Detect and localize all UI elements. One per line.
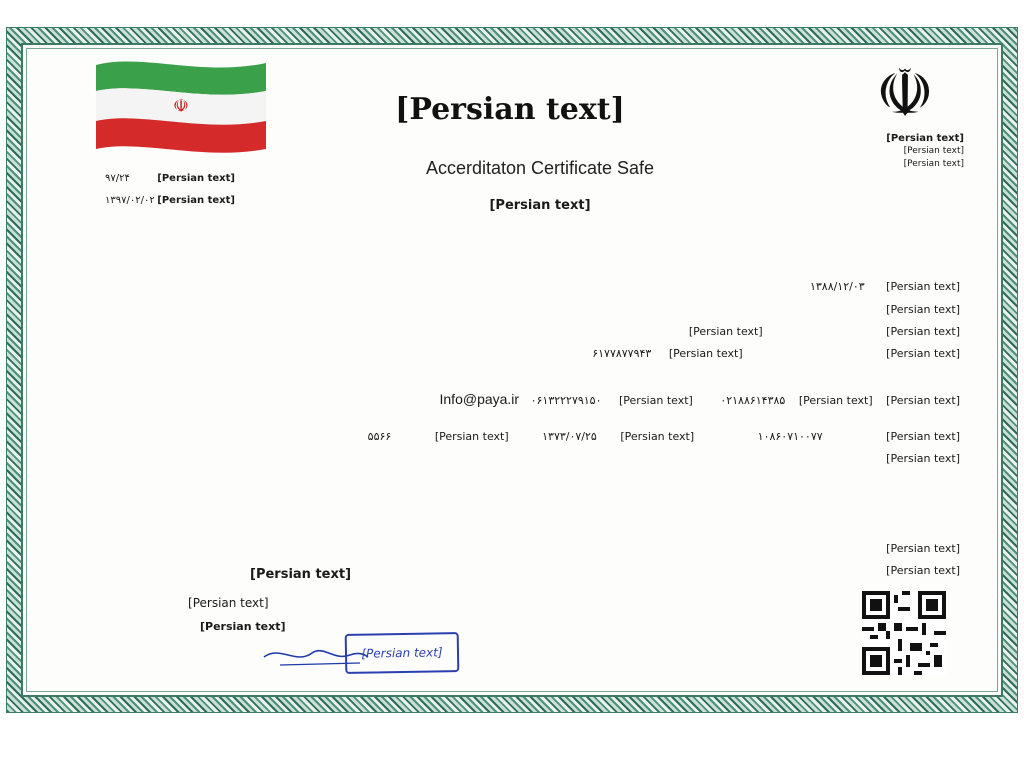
body-line-1 (810, 280, 960, 293)
phone-label: [Persian text] (886, 394, 960, 407)
postal-code-label: [Persian text] (668, 347, 743, 360)
address-text: [Persian text] (886, 347, 960, 360)
ministry-line-3: [Persian text] (903, 159, 964, 169)
fax-value: ۰۲۱۸۸۶۱۴۳۸۵ (720, 394, 786, 407)
reg-number-value: ۵۵۶۶ (367, 430, 392, 443)
body-line-1-text: [Persian text] (886, 280, 960, 293)
signer-province: [Persian text] (188, 596, 269, 610)
reg-date-value: ۱۳۷۳/۰۷/۲۵ (542, 430, 597, 443)
validity-line: [Persian text] (886, 564, 960, 577)
company-id-value: ۱۰۸۶۰۷۱۰۰۷۷ (757, 430, 823, 443)
signer-name: [Persian text] (250, 567, 352, 582)
registration-number-label: [Persian text] (157, 173, 235, 184)
certificate-title-en: Accerditaton Certificate Safe (425, 158, 655, 178)
registration-line (368, 430, 960, 443)
manager-text: [Persian text] (886, 325, 960, 338)
qr-code-icon (862, 591, 946, 675)
official-stamp: [Persian text] (345, 632, 460, 674)
phone-value: ۰۶۱۳۲۲۲۷۹۱۵۰ (530, 394, 602, 407)
approval-date: ۱۳۸۸/۱۲/۰۳ (809, 280, 865, 293)
postal-code-value: ۶۱۷۷۸۷۷۹۴۳ (592, 347, 652, 360)
registration-block (105, 168, 235, 212)
national-id-label: [Persian text] (688, 325, 763, 338)
signer-title: [Persian text] (200, 620, 286, 633)
contact-line (440, 391, 961, 407)
svg-text:☫: ☫ (875, 55, 935, 132)
body-line-4 (592, 347, 960, 360)
committee-line: [Persian text] (886, 542, 960, 555)
iran-emblem-icon (865, 52, 945, 132)
email-value: Info@paya.ir (439, 391, 520, 407)
registration-number-value: ۹۷/۲۴ (105, 173, 130, 184)
ministry-line-1: [Persian text] (886, 133, 964, 144)
ministry-header (704, 132, 964, 171)
issue-date-value: ۱۳۹۷/۰۲/۰۲ (105, 195, 155, 206)
activity-line: [Persian text] (886, 452, 960, 465)
reg-number-label: [Persian text] (886, 430, 960, 443)
issue-date-label: [Persian text] (157, 195, 235, 206)
fax-label: [Persian text] (619, 394, 693, 407)
certificate-title-fa: [Persian text] (395, 92, 625, 127)
email-label: [Persian text] (798, 394, 873, 407)
ministry-line-2: [Persian text] (903, 146, 964, 156)
certificate-subtitle: [Persian text] (489, 198, 591, 213)
body-line-2: [Persian text] (886, 303, 960, 316)
iran-flag-image (92, 55, 270, 155)
reg-date-label: [Persian text] (434, 430, 509, 443)
company-id-label: [Persian text] (620, 430, 695, 443)
body-line-3 (689, 325, 960, 338)
svg-text:☫: ☫ (172, 96, 190, 117)
